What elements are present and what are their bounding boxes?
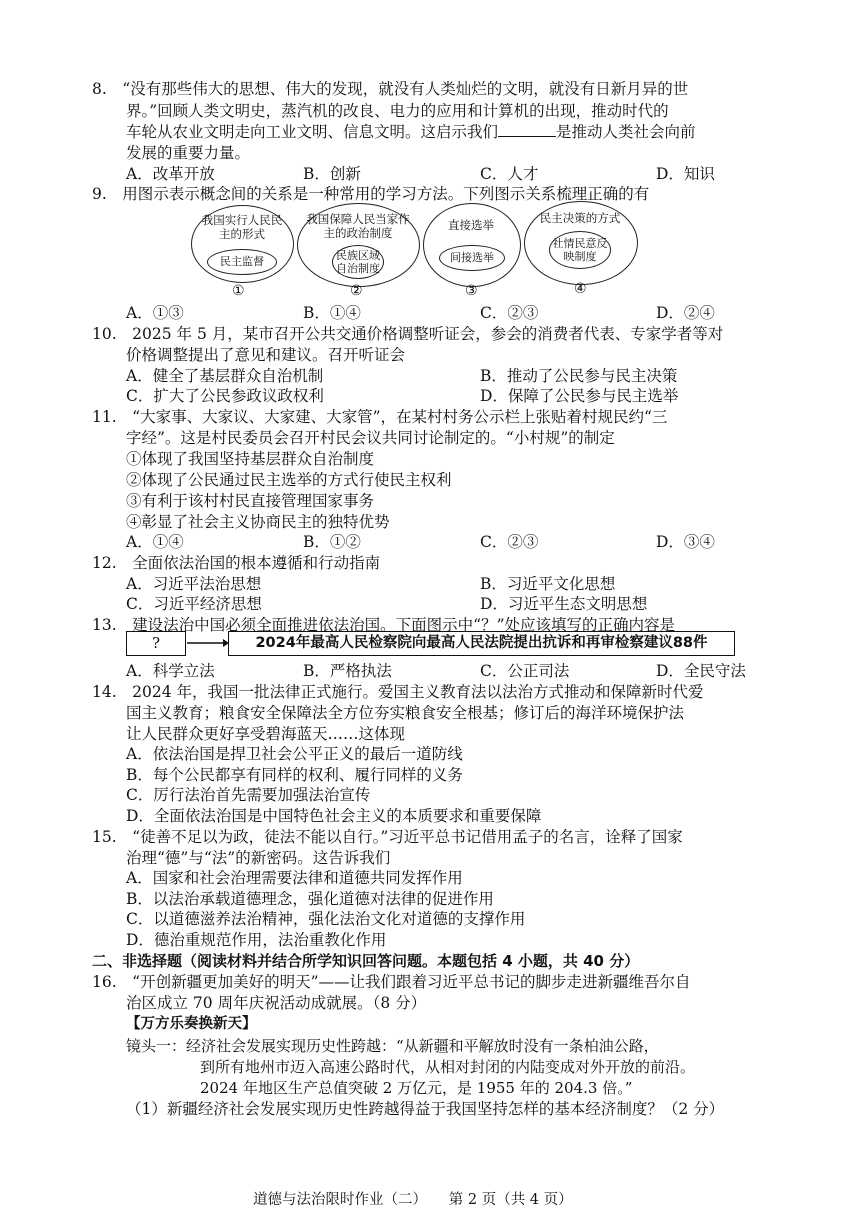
q9-option-b: B．①④ [303, 304, 361, 322]
section-heading: 二、非选择题（阅读材料并结合所学知识回答问题。本题包括 4 小题，共 40 分） [92, 952, 640, 970]
q11-option-b: B．①② [303, 533, 361, 551]
q15-option-a: A．国家和社会治理需要法律和道德共同发挥作用 [126, 869, 463, 887]
q15-option-d: D．德治重规范作用，法治重教化作用 [126, 931, 387, 949]
q8-option-c: C．人才 [480, 165, 539, 183]
diagram1-inner-label: 民主监督 [220, 255, 264, 268]
q8-blank [498, 122, 556, 137]
diagram4-outer-label: 民主决策的方式 [539, 211, 621, 225]
diagram3-inner-label: 间接选举 [450, 251, 494, 264]
q12-option-a: A．习近平法治思想 [126, 575, 262, 593]
q8-line2: 界。”回顾人类文明史，蒸汽机的改良、电力的应用和计算机的出现，推动时代的 [126, 102, 669, 120]
q16-lens3: 2024 年地区生产总值突破 2 万亿元，是 1955 年的 204.3 倍。” [200, 1079, 633, 1097]
diagram3-inner [439, 245, 505, 271]
diagram1-inner [207, 249, 277, 275]
q14-line3: 让人民群众更好享受碧海蓝天……这体现 [126, 725, 406, 743]
q8-option-d: D．知识 [656, 165, 715, 183]
diagram2-inner [332, 245, 384, 279]
diagram1-outer-label: 我国实行人民民主的形式 [201, 213, 283, 241]
q10-line2: 价格调整提出了意见和建议。召开听证会 [126, 346, 406, 364]
diagram2-outer-label: 我国保障人民当家作主的政治制度 [306, 212, 410, 240]
q14-option-a: A．依法治国是捍卫社会公平正义的最后一道防线 [126, 745, 463, 763]
q16-lens1: 镜头一：经济社会发展实现历史性跨越：“从新疆和平解放时没有一条柏油公路， [126, 1037, 659, 1055]
q15-option-c: C．以道德滋养法治精神，强化法治文化对道德的支撑作用 [126, 910, 526, 928]
q13-option-b: B．严格执法 [303, 662, 392, 680]
q11-line1: 11. “大家事、大家议、大家建、大家管”，在某村村务公示栏上张贴着村规民约“三 [92, 408, 668, 426]
q8-option-b: B．创新 [303, 165, 361, 183]
q12-option-d: D．习近平生态文明思想 [480, 595, 648, 613]
q14-option-b: B．每个公民都享有同样的权利、履行同样的义务 [126, 766, 463, 784]
q10-line1: 10. 2025 年 5 月，某市召开公共交通价格调整听证会，参会的消费者代表、专家学者等对 [92, 325, 724, 343]
q11-item-4: ④彰显了社会主义协商民主的独特优势 [126, 513, 390, 531]
q13-option-a: A．科学立法 [126, 662, 215, 680]
diagram3-number: ③ [465, 283, 478, 299]
q13-option-c: C．公正司法 [480, 662, 570, 680]
q13-question-box: ? [126, 631, 186, 656]
q16-lens2: 到所有地州市迈入高速公路时代，从相对封闭的内陆变成对外开放的前沿。 [200, 1058, 696, 1076]
q15-line2: 治理“德”与“法”的新密码。这告诉我们 [126, 849, 391, 867]
diagram3-outer-label: 直接选举 [448, 218, 494, 232]
q9-option-c: C．②③ [480, 304, 539, 322]
q11-option-c: C．②③ [480, 533, 539, 551]
q9-stem: 9. 用图示表示概念间的关系是一种常用的学习方法。下列图示关系梳理正确的有 [92, 185, 650, 203]
q10-option-c: C．扩大了公民参政议政权利 [126, 387, 324, 405]
q9-option-a: A．①③ [126, 304, 184, 322]
q10-option-b: B．推动了公民参与民主决策 [480, 367, 678, 385]
q8-option-a: A．改革开放 [126, 165, 215, 183]
q16-subquestion-1: （1）新疆经济社会发展实现历史性跨越得益于我国坚持怎样的基本经济制度？（2 分） [126, 1100, 725, 1118]
q13-stem: 13. 建设法治中国必须全面推进依法治国。下面图示中“？”处应该填写的正确内容是 [92, 616, 676, 634]
q13-result-box: 2024年最高人民检察院向最高人民法院提出抗诉和再审检察建议88件 [228, 631, 735, 656]
q10-option-a: A．健全了基层群众自治机制 [126, 367, 324, 385]
diagram4-inner [549, 231, 611, 269]
q16-heading: 【万方乐奏换新天】 [126, 1016, 257, 1032]
q16-line2: 治区成立 70 周年庆祝活动成就展。（8 分） [126, 994, 427, 1012]
page-footer: 道德与法治限时作业（二） 第 2 页（共 4 页） [253, 1192, 573, 1208]
q11-line2: 字经”。这是村民委员会召开村民会议共同讨论制定的。“小村规”的制定 [126, 429, 615, 447]
q12-stem: 12. 全面依法治国的根本遵循和行动指南 [92, 554, 381, 572]
q15-option-b: B．以法治承载道德理念，强化道德对法律的促进作用 [126, 890, 494, 908]
q11-option-a: A．①④ [126, 533, 184, 551]
diagram2-number: ② [350, 283, 363, 299]
q14-option-d: D．全面依法治国是中国特色社会主义的本质要求和重要保障 [126, 807, 542, 825]
q11-item-1: ①体现了我国坚持基层群众自治制度 [126, 450, 375, 468]
diagram1-number: ① [232, 283, 245, 299]
q9-option-d: D．②④ [656, 304, 715, 322]
q8-line3-b: 是推动人类社会向前 [556, 123, 696, 141]
q11-item-2: ②体现了公民通过民主选举的方式行使民主权利 [126, 471, 452, 489]
q14-line2: 国主义教育；粮食安全保障法全方位夯实粮食安全根基；修订后的海洋环境保护法 [126, 704, 685, 722]
diagram4-number: ④ [574, 281, 587, 297]
q14-line1: 14. 2024 年，我国一批法律正式施行。爱国主义教育法以法治方式推动和保障新时代爱 [92, 683, 704, 701]
q8-line1: 8. “没有那些伟大的思想、伟大的发现，就没有人类灿烂的文明，就没有日新月异的世 [92, 80, 689, 98]
q12-option-c: C．习近平经济思想 [126, 595, 262, 613]
q8-line4: 发展的重要力量。 [126, 144, 251, 162]
q8-line3-a: 车轮从农业文明走向工业文明、信息文明。这启示我们 [126, 123, 499, 141]
diagram2-inner-label: 民族区域自治制度 [336, 249, 380, 275]
q10-option-d: D．保障了公民参与民主选举 [480, 387, 679, 405]
q8-line3 [126, 122, 696, 142]
q14-option-c: C．厉行法治首先需要加强法治宣传 [126, 786, 371, 804]
q16-line1: 16. “开创新疆更加美好的明天”——让我们跟着习近平总书记的脚步走进新疆维吾尔自 [92, 973, 691, 991]
q13-arrow-icon [185, 634, 230, 652]
diagram4-inner-label: 社情民意反映制度 [552, 237, 608, 263]
q11-item-3: ③有利于该村村民直接管理国家事务 [126, 492, 375, 510]
q11-option-d: D．③④ [656, 533, 715, 551]
q13-option-d: D．全民守法 [656, 662, 746, 680]
q15-line1: 15. “徒善不足以为政，徒法不能以自行。”习近平总书记借用孟子的名言，诠释了国家 [92, 828, 683, 846]
q12-option-b: B．习近平文化思想 [480, 575, 616, 593]
